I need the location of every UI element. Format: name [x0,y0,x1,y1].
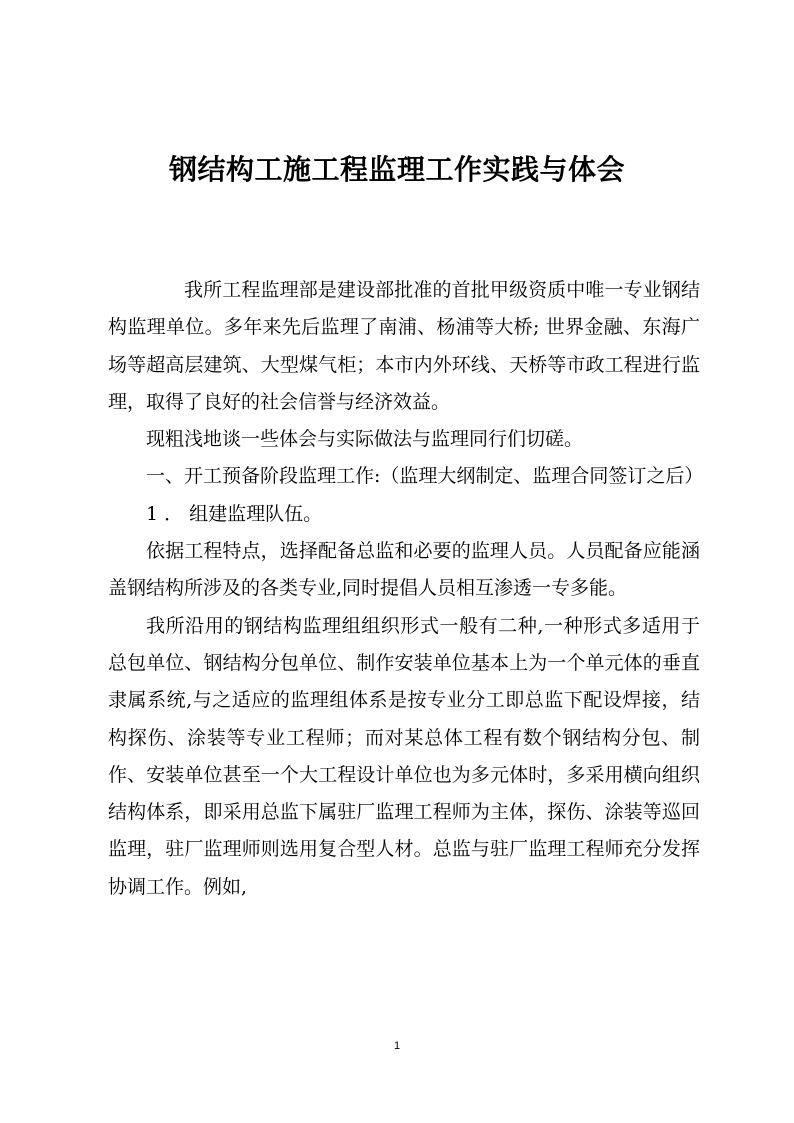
paragraph-discussion: 现粗浅地谈一些体会与实际做法与监理同行们切磋。 [146,428,584,451]
subsection-heading-team: 1 ． 组建监理队伍。 [146,502,323,525]
paragraph-intro: 我所工程监理部是建设部批准的首批甲级资质中唯一专业钢结构监理单位。多年来先后监理了南浦、杨浦等大桥; 世界金融、东海广场等超高层建筑、大型煤气柜；本市内外环线、天桥等市政工程进行监理，取得了良好的社会信誉与经济效益。 [108,279,700,413]
document-body [108,272,704,906]
paragraph-staffing: 依据工程特点，选择配备总监和必要的监理人员。人员配备应能涵盖钢结构所涉及的各类专业,同时提倡人员相互渗透一专多能。 [108,540,700,600]
page-number: 1 [393,1040,401,1052]
section-heading-preparation: 一、开工预备阶段监理工作:（监理大纲制定、监理合同签订之后） [146,465,704,488]
paragraph-organization: 我所沿用的钢结构监理组组织形式一般有二种,一种形式多适用于总包单位、钢结构分包单位、制作安装单位基本上为一个单元体的垂直隶属系统,与之适应的监理组体系是按专业分工即总监下配设焊接，结构探伤、涂装等专业工程师；而对某总体工程有数个钢结构分包、制作、安装单位甚至一个大工程设计单位也为多元体时，多采用横向组织结构体系，即采用总监下属驻厂监理工程师为主体，探伤、涂装等巡回监理，驻厂监理师则选用复合型人材。总监与驻厂监理工程师充分发挥协调工作。例如, [108,614,700,898]
document-title: 钢结构工施工程监理工作实践与体会 [168,153,625,186]
